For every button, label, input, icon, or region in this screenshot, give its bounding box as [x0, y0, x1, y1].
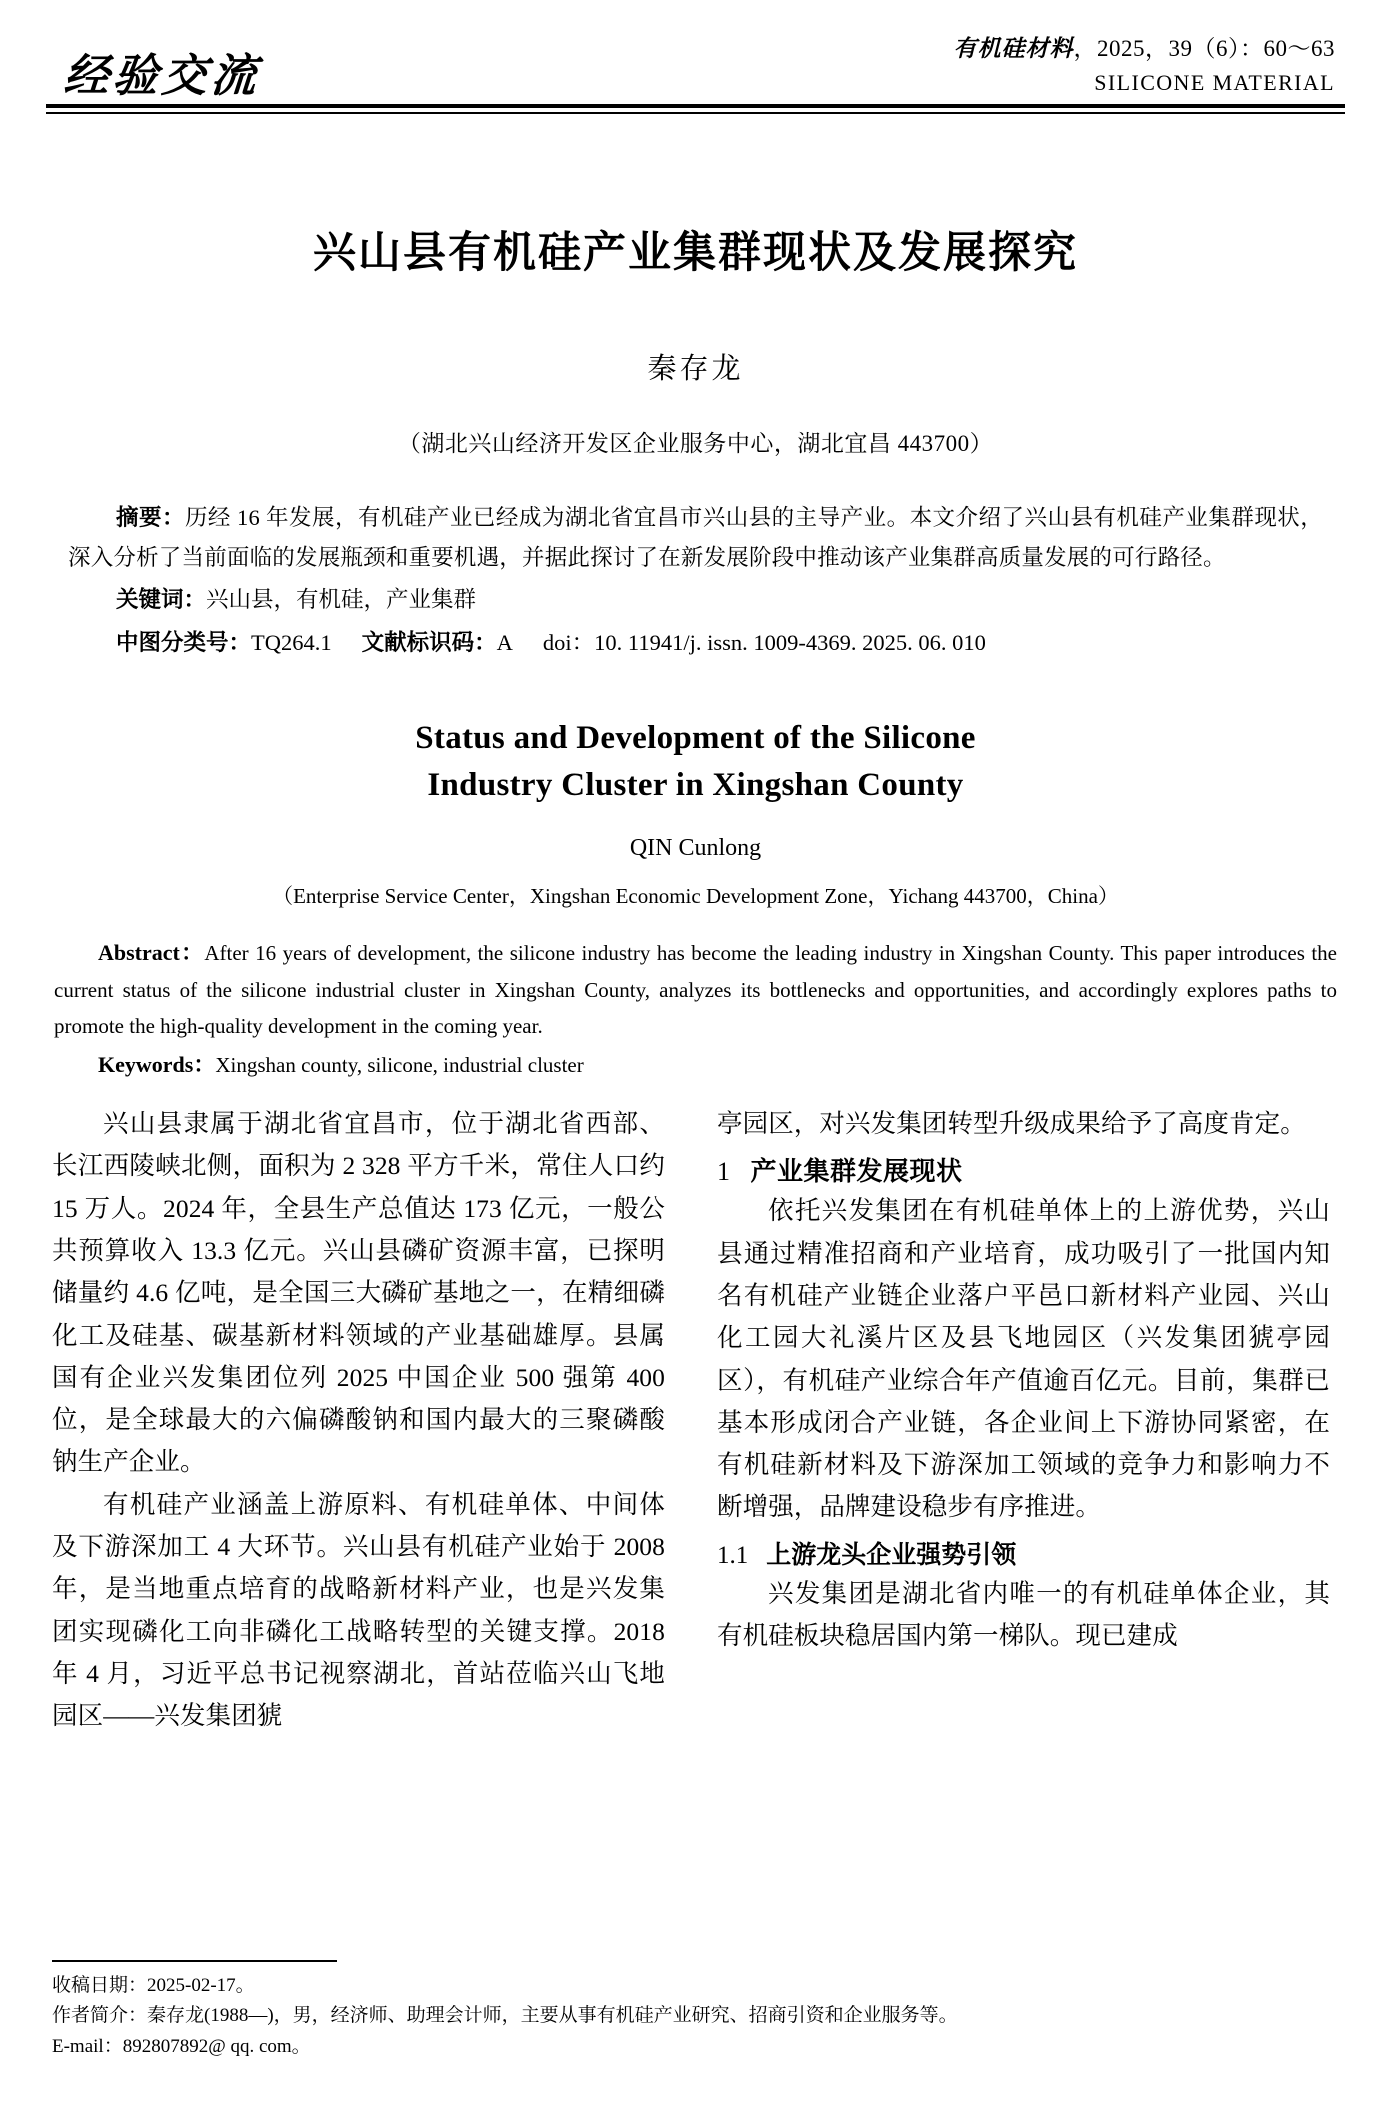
- received-date-line: [52, 1971, 692, 2002]
- received-date-value: 2025-02-17。: [147, 1974, 255, 1996]
- section-number-1: 1: [717, 1157, 731, 1187]
- keywords-text-cn: 兴山县，有机硅，产业集群: [206, 587, 477, 613]
- abstract-cn: [68, 498, 1323, 578]
- section-heading-1-1: [717, 1535, 1330, 1571]
- footnote-rule: [52, 1960, 337, 1962]
- doc-code-value: A: [496, 629, 513, 655]
- email-label: E-mail：: [52, 2036, 123, 2058]
- body-paragraph-continued: 亭园区，对兴发集团转型升级成果给予了高度肯定。: [717, 1108, 1306, 1138]
- body-paragraph: 有机硅产业涵盖上游原料、有机硅单体、中间体及下游深加工 4 大环节。兴山县有机硅产业始于 2008 年，是当地重点培育的战略新材料产业，也是兴发集团实现磷化工向非磷化工战略转型的关键支撑。2018 年 4 月，习近平总书记视察湖北，首站莅临兴山飞地园区——兴发集团猇: [52, 1489, 665, 1731]
- classification-line: [68, 623, 1323, 664]
- header-rule-thin: [46, 112, 1345, 114]
- body-column-left: [52, 1103, 665, 1738]
- article-title-cn: 兴山县有机硅产业集群现状及发展探究: [313, 228, 1078, 278]
- clc-label: 中图分类号：: [116, 629, 252, 656]
- abstract-en: [46, 934, 1345, 1044]
- email-line: [52, 2032, 692, 2063]
- body-column-right: [717, 1103, 1330, 1738]
- author-bio-label: 作者简介：: [52, 2005, 148, 2027]
- author-bio-value: 秦存龙(1988—)，男，经济师、助理会计师，主要从事有机硅产业研究、招商引资和企业服务等。: [147, 2005, 958, 2027]
- author-bio-line: [52, 2001, 958, 2032]
- abstract-text-en: After 16 years of development, the silicone industry has become the leading industry in Xingshan County. This paper introduces the current status of the silicone industrial cluster in Xingshan County, analyzes its bottlenecks and opportunities, and accordingly explores paths to promote the high-quality development in the coming year.: [54, 940, 1338, 1038]
- abstract-block-cn: [46, 498, 1345, 663]
- article-title-en-line1: Status and Development of the Silicone: [415, 720, 976, 757]
- section-heading-1: [717, 1151, 1330, 1188]
- header-rule-thick: [46, 104, 1345, 108]
- body-paragraph: 依托兴发集团在有机硅单体上的上游优势，兴山县通过精准招商和产业培育，成功吸引了一批国内知名有机硅产业链企业落户平邑口新材料产业园、兴山化工园大礼溪片区及县飞地园区（兴发集团猇亭园区），有机硅产业综合年产值逾百亿元。目前，集群已基本形成闭合产业链，各企业间上下游协同紧密，在有机硅新材料及下游深加工领域的竞争力和影响力不断增强，品牌建设稳步有序推进。: [717, 1196, 1330, 1522]
- keywords-text-en: Xingshan county, silicone, industrial cluster: [215, 1052, 584, 1077]
- author-affiliation-cn: （湖北兴山经济开发区企业服务中心，湖北宜昌 443700）: [397, 431, 994, 456]
- abstract-label-cn: 摘要：: [116, 505, 185, 531]
- title-block: [46, 219, 1345, 458]
- doi-text: doi：10. 11941/j. issn. 1009-4369. 2025. 06. 010: [542, 629, 986, 655]
- section-title-1: 产业集群发展现状: [750, 1157, 963, 1188]
- column-name: 经验交流: [62, 49, 262, 102]
- received-date-label: 收稿日期：: [52, 1974, 148, 1996]
- keywords-label-en: Keywords：: [98, 1051, 216, 1077]
- section-title-1-1: 上游龙头企业强势引领: [766, 1539, 1017, 1569]
- journal-citation-rest: ，2025，39（6）：60～63: [1073, 35, 1335, 61]
- keywords-en: [46, 1048, 1345, 1079]
- author-affiliation-en: （Enterprise Service Center，Xingshan Economic Development Zone，Yichang 443700，China）: [272, 883, 1119, 908]
- clc-value: TQ264.1: [251, 629, 332, 655]
- section-number-1-1: 1.1: [717, 1541, 749, 1569]
- article-title-en-line2: Industry Cluster in Xingshan County: [427, 766, 964, 803]
- journal-citation: [954, 33, 1336, 65]
- journal-name-cn: 有机硅材料: [953, 35, 1074, 61]
- doc-code-label: 文献标识码：: [361, 629, 497, 656]
- keywords-label-cn: 关键词：: [116, 587, 207, 614]
- body-paragraph: 兴发集团是湖北省内唯一的有机硅单体企业，其有机硅板块稳居国内第一梯队。现已建成: [717, 1578, 1330, 1651]
- article-title-en: [46, 715, 1345, 809]
- author-name-cn: 秦存龙: [647, 351, 744, 385]
- author-name-en: QIN Cunlong: [629, 834, 762, 861]
- footnote-block: [52, 1960, 958, 2063]
- journal-name-en: SILICONE MATERIAL: [1094, 69, 1335, 95]
- email-value: 892807892@ qq. com。: [122, 2036, 311, 2058]
- abstract-label-en: Abstract：: [98, 939, 205, 965]
- abstract-text-cn: 历经 16 年发展，有机硅产业已经成为湖北省宜昌市兴山县的主导产业。本文介绍了兴山县有机硅产业集群现状，深入分析了当前面临的发展瓶颈和重要机遇，并据此探讨了在新发展阶段中推动该产业集群高质量发展的可行路径。: [68, 505, 1323, 571]
- keywords-cn: [68, 580, 1323, 621]
- body-paragraph: 兴山县隶属于湖北省宜昌市，位于湖北省西部、长江西陵峡北侧，面积为 2 328 平方千米，常住人口约 15 万人。2024 年，全县生产总值达 173 亿元，一般公共预算收入 13.3 亿元。兴山县磷矿资源丰富，已探明储量约 4.6 亿吨，是全国三大磷矿基地之一，在精细磷化工及硅基、碳基新材料领域的产业基础雄厚。县属国有企业兴发集团位列 2025 中国企业 500 强第 400 位，是全球最大的六偏磷酸钠和国内最大的三聚磷酸钠生产企业。: [52, 1108, 665, 1477]
- journal-citation-block: [954, 33, 1346, 98]
- body-columns: [46, 1103, 1345, 1738]
- running-head: [46, 0, 1345, 102]
